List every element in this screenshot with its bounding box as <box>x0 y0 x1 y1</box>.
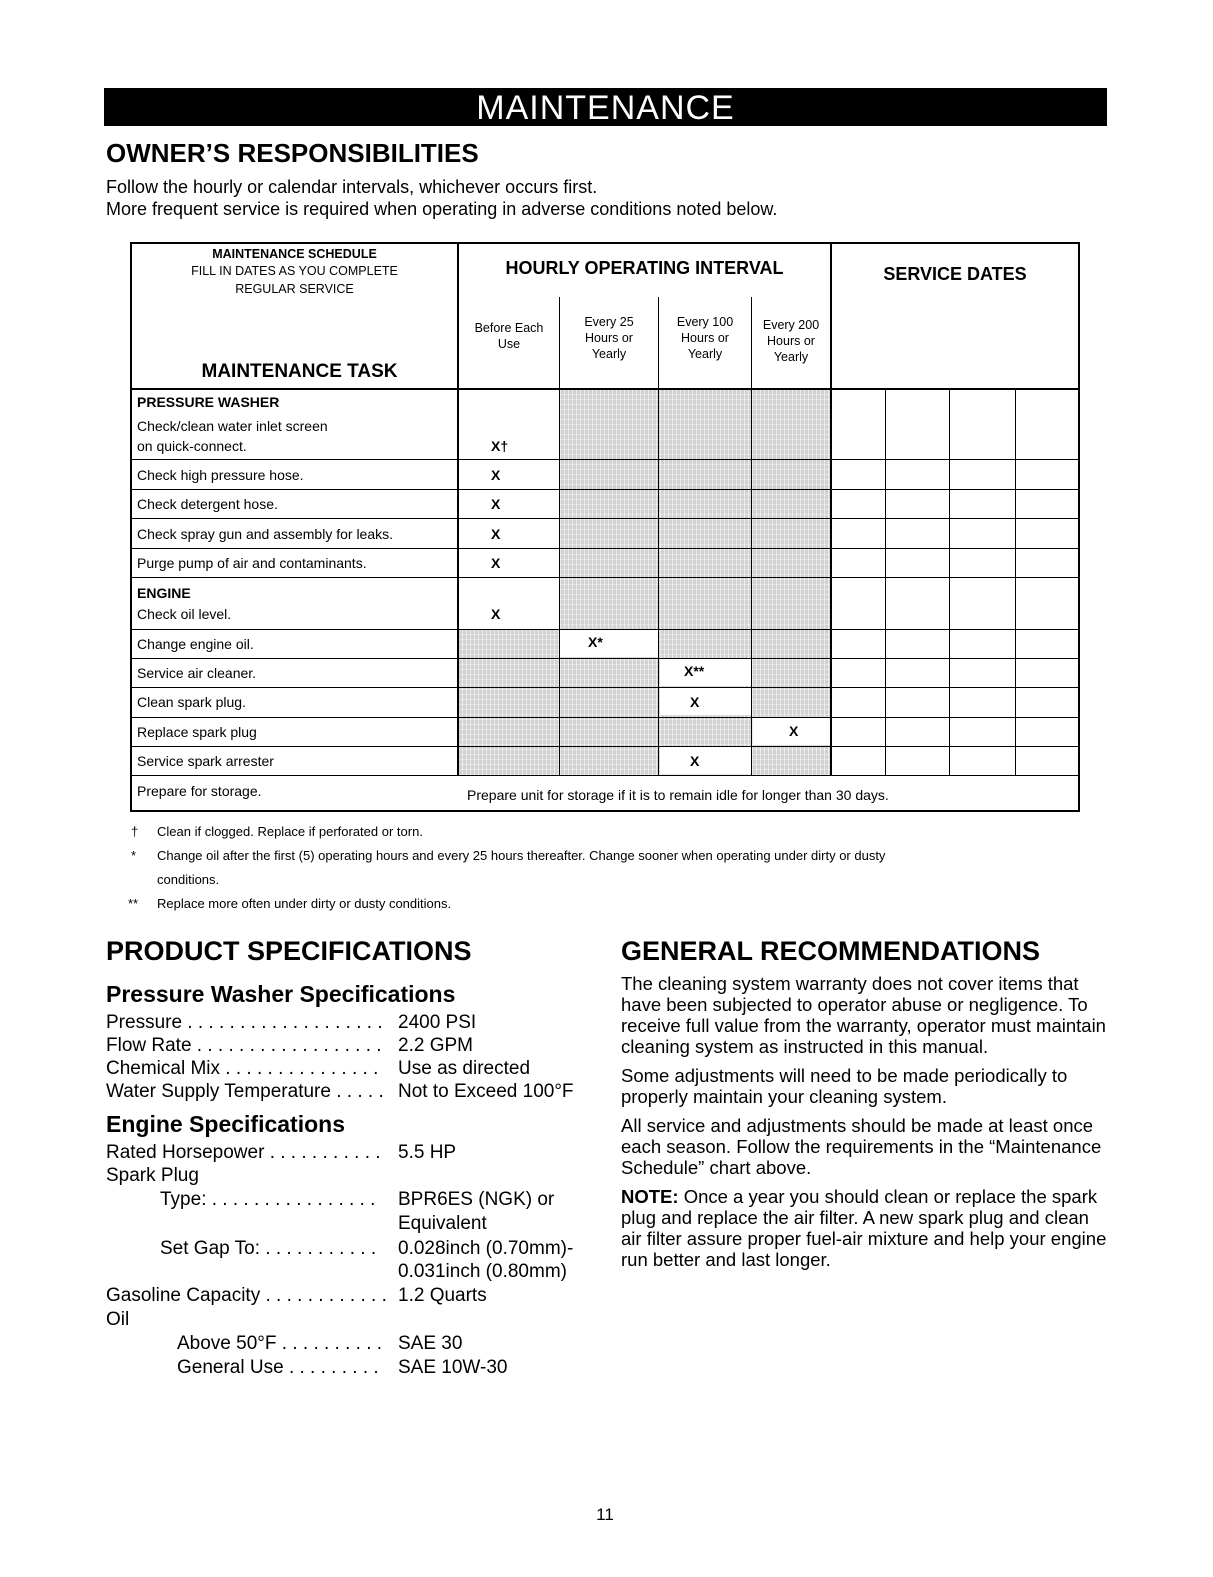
spec-oil-above-value: SAE 30 <box>398 1333 463 1354</box>
note-label: NOTE: <box>621 1186 679 1207</box>
spec-gasoline-value: 1.2 Quarts <box>398 1285 487 1306</box>
mark-hp-hose-before-use: X <box>491 467 501 483</box>
footnote-dagger-symbol: † <box>131 824 139 839</box>
spec-flow-value: 2.2 GPM <box>398 1035 473 1056</box>
task-high-pressure-hose: Check high pressure hose. <box>137 467 304 483</box>
task-clean-spark-plug: Clean spark plug. <box>137 694 246 710</box>
mark-purge-before-use: X <box>491 555 501 571</box>
col-every-100-2: Hours or <box>681 331 729 345</box>
footnote-star-line2: conditions. <box>157 872 220 887</box>
spec-plug-type-label: Type: . . . . . . . . . . . . . . . . <box>160 1189 376 1210</box>
service-dates-header: SERVICE DATES <box>883 264 1027 284</box>
spec-pressure-label: Pressure . . . . . . . . . . . . . . . . . . . <box>106 1012 383 1033</box>
mark-det-hose-before-use: X <box>491 496 501 512</box>
footnote-double-star-symbol: ** <box>128 896 139 911</box>
schedule-title: MAINTENANCE SCHEDULE <box>212 247 377 261</box>
col-before-each-use-2: Use <box>497 337 521 351</box>
task-detergent-hose: Check detergent hose. <box>137 496 278 512</box>
spec-water-temp-label: Water Supply Temperature . . . . . <box>106 1081 384 1102</box>
col-every-200-3: Yearly <box>773 350 809 364</box>
owners-responsibilities-title: OWNER’S RESPONSIBILITIES <box>106 138 479 168</box>
spec-gap-value: 0.028inch (0.70mm)- <box>398 1238 574 1259</box>
col-every-25-3: Yearly <box>591 347 627 361</box>
recommendation-season: All service and adjustments should be made at least once each season. Follow the requirements in the “Maintenance Schedule” chart above. <box>621 1115 1102 1178</box>
task-change-oil: Change engine oil. <box>137 636 254 652</box>
product-specifications-title: PRODUCT SPECIFICATIONS <box>106 936 472 966</box>
cell-change-oil-25 <box>560 630 658 657</box>
storage-note: Prepare unit for storage if it is to remain idle for longer than 30 days. <box>467 787 889 803</box>
cell-air-cleaner-100 <box>660 659 751 686</box>
mark-spray-gun-before-use: X <box>491 526 501 542</box>
spec-pressure-value: 2400 PSI <box>398 1012 477 1033</box>
spec-spark-plug-label: Spark Plug <box>106 1165 199 1186</box>
task-inlet-screen-2: on quick-connect. <box>137 438 247 454</box>
footnote-dagger: Clean if clogged. Replace if perforated or torn. <box>157 824 423 839</box>
intro-line-1: Follow the hourly or calendar intervals, whichever occurs first. <box>106 177 598 197</box>
mark-air-cleaner-100: X** <box>684 663 705 679</box>
task-spray-gun: Check spray gun and assembly for leaks. <box>137 526 394 542</box>
spec-horsepower-value: 5.5 HP <box>398 1142 457 1163</box>
cell-arrester-100 <box>660 747 751 774</box>
maintenance-schedule-table <box>130 242 1080 812</box>
task-purge-pump: Purge pump of air and contaminants. <box>137 555 367 571</box>
general-recommendations-title: GENERAL RECOMMENDATIONS <box>621 936 1041 966</box>
section-pressure-washer: PRESSURE WASHER <box>137 394 280 410</box>
schedule-subtitle-1: FILL IN DATES AS YOU COMPLETE <box>191 264 398 278</box>
spec-oil-general-label: General Use . . . . . . . . . <box>177 1357 379 1378</box>
maintenance-banner: MAINTENANCE <box>104 88 1107 126</box>
hourly-interval-header: HOURLY OPERATING INTERVAL <box>505 258 784 278</box>
mark-oil-level-before-use: X <box>491 606 501 622</box>
schedule-subtitle-2: REGULAR SERVICE <box>235 282 354 296</box>
maintenance-task-header: MAINTENANCE TASK <box>201 361 398 382</box>
shade-cell <box>458 630 560 775</box>
footnote-double-star: Replace more often under dirty or dusty conditions. <box>157 896 452 911</box>
recommendation-adjustments: Some adjustments will need to be made periodically to properly maintain your cleaning system. <box>621 1065 1068 1107</box>
section-engine: ENGINE <box>137 585 191 601</box>
task-inlet-screen: Check/clean water inlet screen <box>137 418 328 434</box>
mark-clean-plug-100: X <box>690 694 700 710</box>
spec-oil-general-value: SAE 10W-30 <box>398 1357 508 1378</box>
page-number: 11 <box>596 1505 614 1524</box>
task-replace-spark-plug: Replace spark plug <box>137 724 257 740</box>
recommendation-note <box>621 1186 1111 1270</box>
spec-oil-above-label: Above 50°F . . . . . . . . . . <box>177 1333 383 1354</box>
col-every-200: Every 200 <box>762 318 820 332</box>
pressure-washer-specs-title: Pressure Washer Specifications <box>106 981 456 1007</box>
spec-horsepower-label: Rated Horsepower . . . . . . . . . . . <box>106 1142 381 1163</box>
task-spark-arrester: Service spark arrester <box>137 753 274 769</box>
footnote-star-symbol: * <box>131 848 137 863</box>
spec-gap-value-2: 0.031inch (0.80mm) <box>398 1261 567 1282</box>
spec-plug-type-value: BPR6ES (NGK) or <box>398 1189 555 1210</box>
col-before-each-use: Before Each <box>474 321 544 335</box>
mark-inlet-before-use: X† <box>491 438 509 454</box>
recommendation-warranty: The cleaning system warranty does not cover items that have been subjected to operator abuse or negligence. To receive full value from the warranty, operator must maintain cleaning system as instructed in this manual. <box>621 973 1106 1057</box>
recommendations-body <box>621 973 1111 1278</box>
mark-arrester-100: X <box>690 753 700 769</box>
spec-chemical-value: Use as directed <box>398 1058 531 1079</box>
col-every-200-2: Hours or <box>767 334 815 348</box>
col-every-25-2: Hours or <box>585 331 633 345</box>
spec-gap-label: Set Gap To: . . . . . . . . . . . <box>160 1238 377 1259</box>
engine-specs-title: Engine Specifications <box>106 1111 345 1137</box>
spec-flow-label: Flow Rate . . . . . . . . . . . . . . . . . . <box>106 1035 382 1056</box>
cell-clean-plug-100 <box>660 688 751 715</box>
task-air-cleaner: Service air cleaner. <box>137 665 257 681</box>
spec-gasoline-label: Gasoline Capacity . . . . . . . . . . . . <box>106 1285 387 1306</box>
mark-change-oil-25: X* <box>588 634 603 650</box>
mark-replace-plug-200: X <box>789 723 799 739</box>
spec-oil-label: Oil <box>106 1309 130 1330</box>
spec-water-temp-value: Not to Exceed 100°F <box>398 1081 574 1102</box>
col-every-25: Every 25 <box>584 315 634 329</box>
footnote-star-line1: Change oil after the first (5) operating hours and every 25 hours thereafter. Change sooner when operating under dirty or dusty <box>157 848 886 863</box>
col-every-100-3: Yearly <box>687 347 723 361</box>
spec-chemical-label: Chemical Mix . . . . . . . . . . . . . . . <box>106 1058 379 1079</box>
col-every-100: Every 100 <box>676 315 734 329</box>
task-prepare-storage: Prepare for storage. <box>137 783 262 799</box>
intro-line-2: More frequent service is required when operating in adverse conditions noted below. <box>106 199 778 219</box>
spec-plug-type-value-2: Equivalent <box>398 1213 487 1234</box>
task-check-oil-level: Check oil level. <box>137 606 232 622</box>
note-text: Once a year you should clean or replace the spark plug and replace the air filter. A new spark plug and clean air filter assure proper fuel-air mixture and help your engine run better and last longer. <box>621 1186 1107 1270</box>
